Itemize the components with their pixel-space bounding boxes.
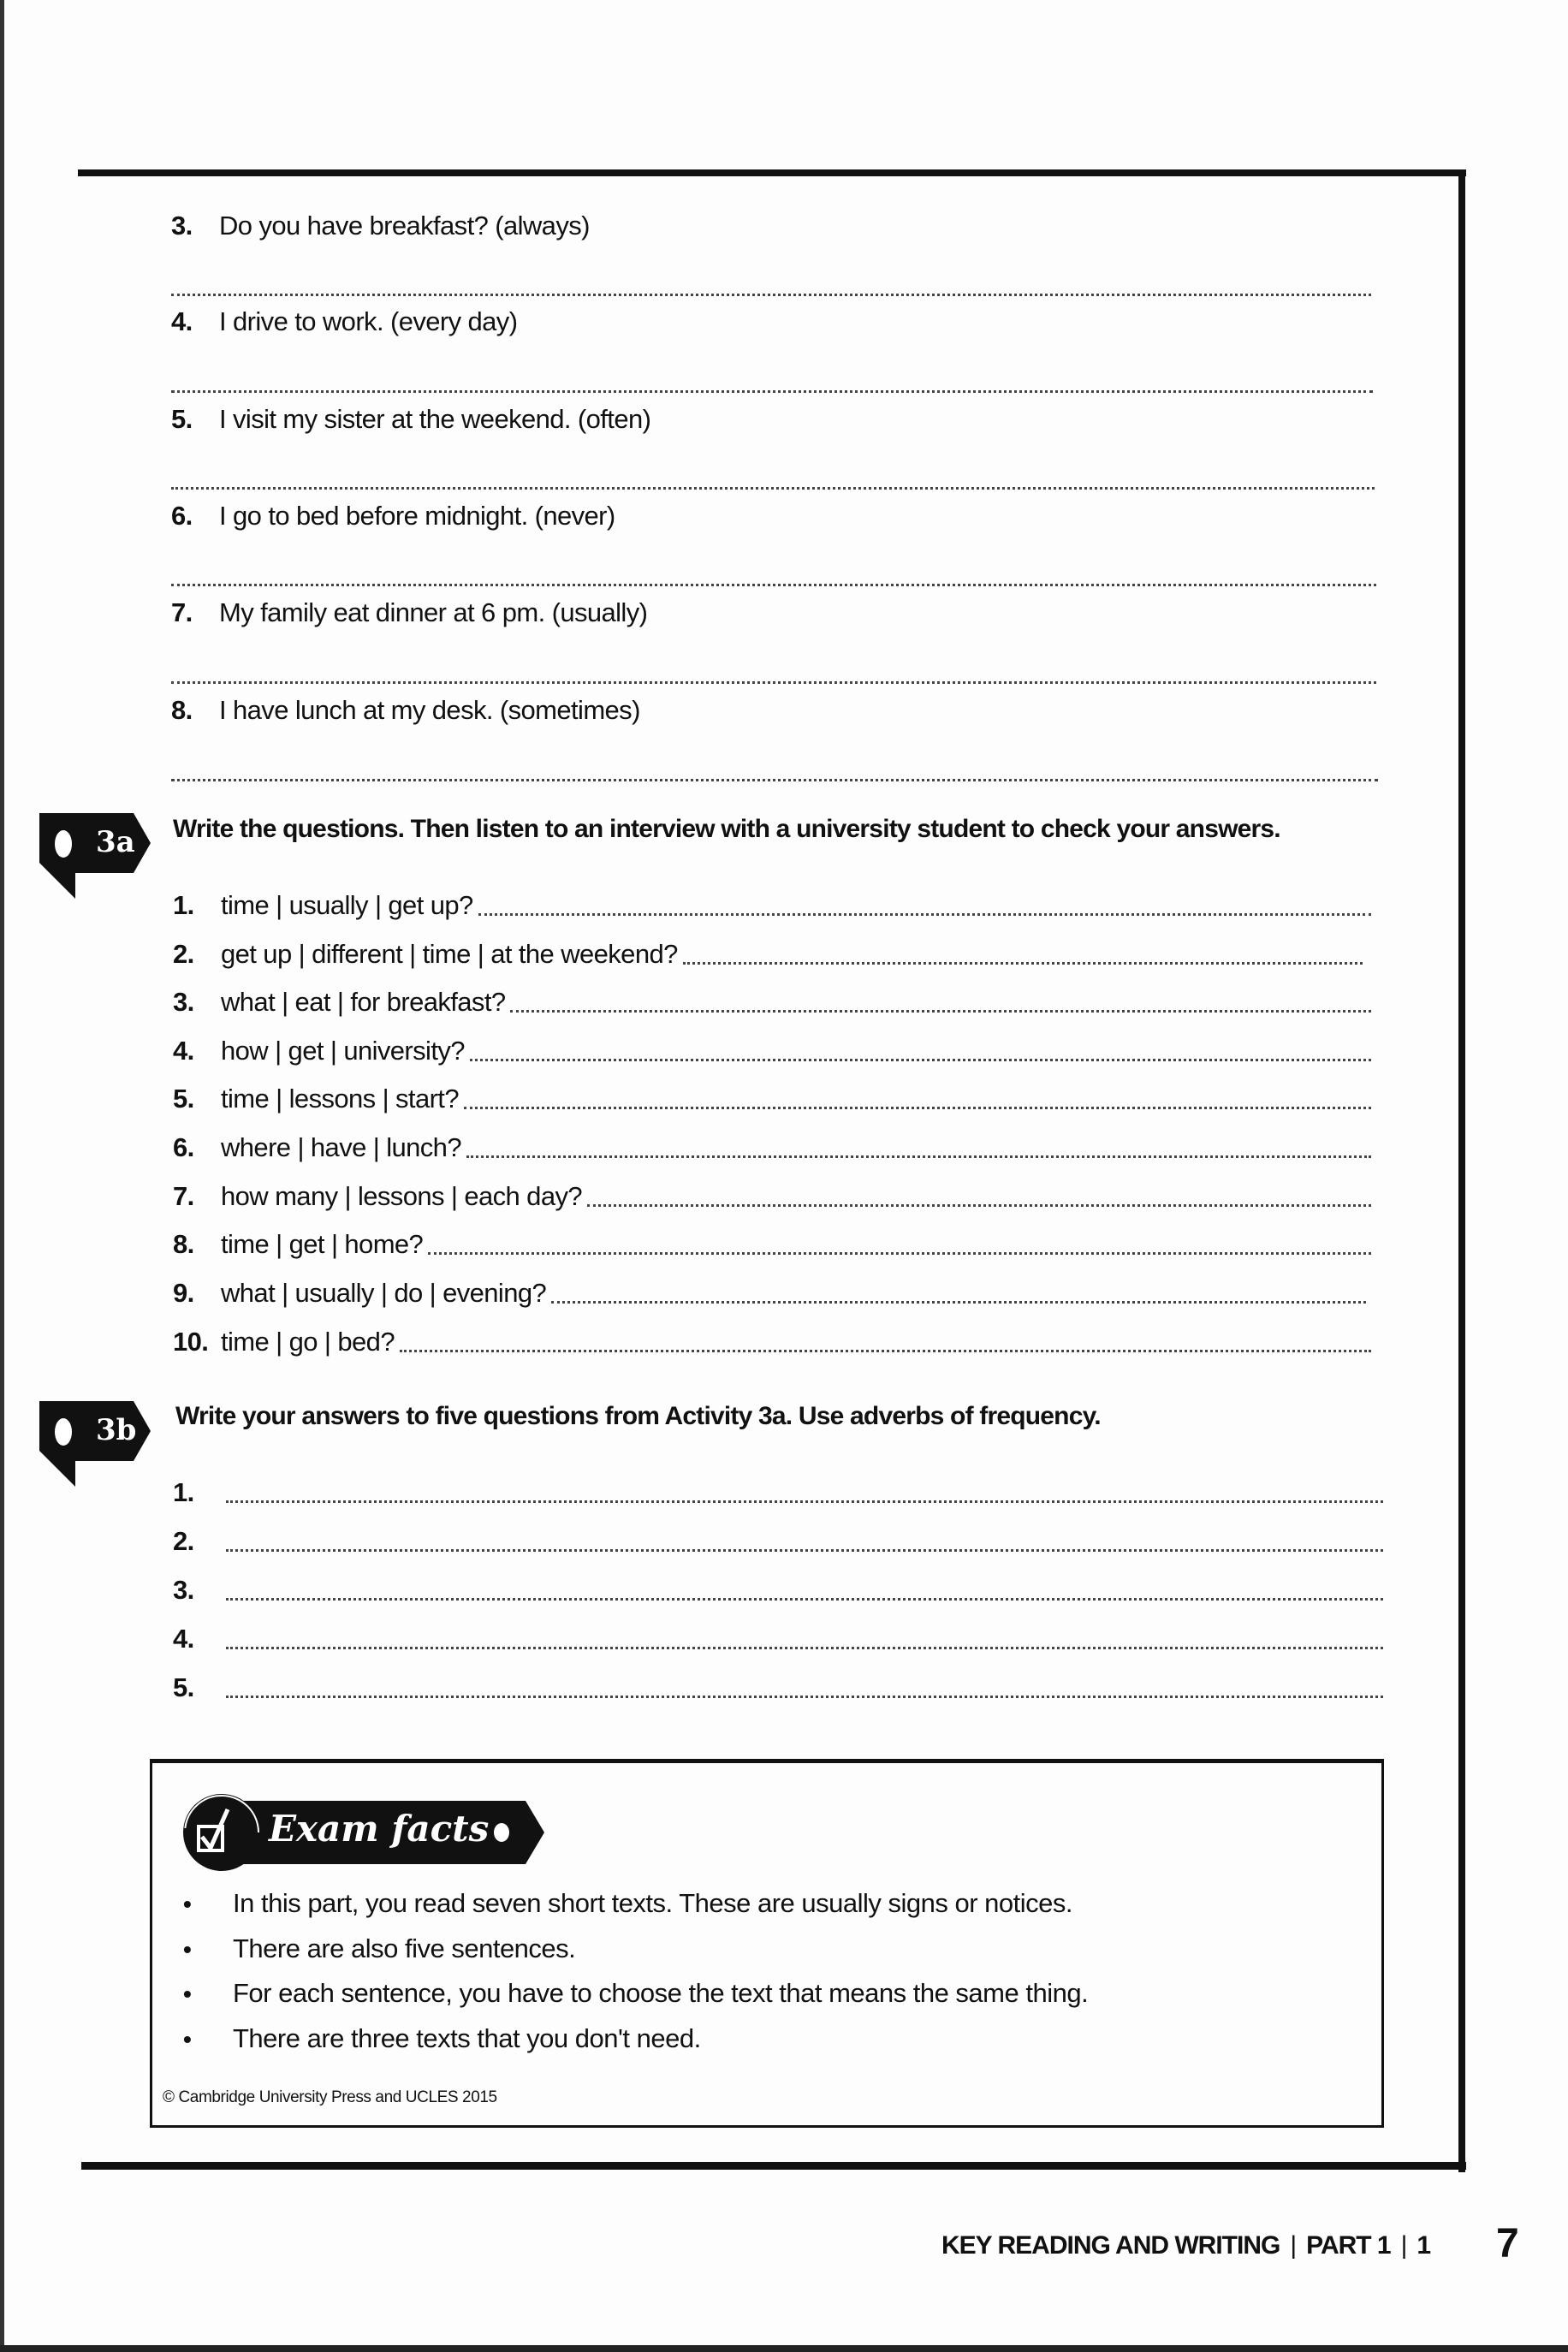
answer-line[interactable]	[683, 962, 1363, 965]
list-item: 9. what | usually | do | evening?	[173, 1278, 1366, 1309]
list-item: 1.	[173, 1477, 1383, 1508]
answer-line[interactable]	[171, 584, 1376, 586]
answer-line[interactable]	[428, 1252, 1371, 1255]
list-item: 5. time | lessons | start?	[173, 1084, 1371, 1114]
list-item: 4.	[173, 1624, 1383, 1654]
page-edge-bottom	[0, 2345, 1568, 2352]
list-item: 1. time | usually | get up?	[173, 890, 1371, 921]
answer-line[interactable]	[171, 779, 1378, 781]
list-item: 6. I go to bed before midnight. (never)	[171, 501, 615, 531]
answer-line[interactable]	[478, 913, 1371, 916]
activity-3b-instruction: Write your answers to five questions from Activity 3a. Use adverbs of frequency.	[175, 1402, 1101, 1430]
list-item: 7. how many | lessons | each day?	[173, 1181, 1371, 1212]
answer-line[interactable]	[587, 1204, 1371, 1207]
answer-line[interactable]	[171, 390, 1373, 393]
list-item: 3. what | eat | for breakfast?	[173, 987, 1371, 1018]
list-item: 8. I have lunch at my desk. (sometimes)	[171, 695, 640, 725]
answer-line[interactable]	[171, 681, 1376, 684]
bullet-item: • There are also five sentences.	[183, 1933, 576, 1963]
copyright-notice: © Cambridge University Press and UCLES 2015	[163, 2088, 497, 2106]
bullet-item: • There are three texts that you don't need.	[183, 2023, 701, 2053]
answer-line[interactable]	[226, 1598, 1383, 1601]
answer-line[interactable]	[226, 1647, 1383, 1649]
list-item: 2.	[173, 1526, 1383, 1557]
frame-top-rule	[78, 169, 1466, 176]
answer-line[interactable]	[510, 1010, 1371, 1013]
list-item: 6. where | have | lunch?	[173, 1132, 1371, 1163]
list-item: 8. time | get | home?	[173, 1229, 1371, 1260]
list-item: 4. I drive to work. (every day)	[171, 306, 518, 336]
list-item: 5. I visit my sister at the weekend. (often)	[171, 404, 651, 434]
frame-right-rule	[1458, 169, 1465, 2172]
answer-line[interactable]	[470, 1059, 1371, 1061]
answer-line[interactable]	[226, 1549, 1383, 1552]
list-item: 5.	[173, 1672, 1383, 1703]
divider: |	[1400, 2231, 1407, 2260]
list-item: 4. how | get | university?	[173, 1036, 1371, 1066]
answer-line[interactable]	[171, 294, 1371, 296]
answer-line[interactable]	[466, 1155, 1371, 1158]
exam-facts-banner: Exam facts	[183, 1794, 560, 1871]
answer-line[interactable]	[464, 1107, 1371, 1109]
list-item: 2. get up | different | time | at the weekend?	[173, 939, 1363, 970]
divider: |	[1290, 2231, 1297, 2260]
answer-line[interactable]	[551, 1301, 1366, 1304]
activity-badge-3b: 3b	[39, 1401, 151, 1487]
list-item: 7. My family eat dinner at 6 pm. (usually)	[171, 597, 648, 627]
activity-3a-instruction: Write the questions. Then listen to an interview with a university student to check your answers.	[173, 815, 1280, 843]
answer-line[interactable]	[226, 1500, 1383, 1503]
exam-facts-box	[150, 1759, 1384, 2128]
answer-line[interactable]	[171, 487, 1375, 490]
page-edge	[0, 0, 4, 2352]
running-footer: KEY READING AND WRITING | PART 1 | 1	[941, 2231, 1431, 2260]
answer-line[interactable]	[400, 1350, 1371, 1352]
list-item: 10. time | go | bed?	[173, 1327, 1371, 1357]
bullet-item: • In this part, you read seven short texts. These are usually signs or notices.	[183, 1888, 1073, 1918]
answer-line[interactable]	[226, 1696, 1383, 1698]
bullet-item: • For each sentence, you have to choose the text that means the same thing.	[183, 1978, 1089, 2008]
list-item: 3.	[173, 1575, 1383, 1606]
page-number: 7	[1496, 2221, 1519, 2266]
frame-bottom-rule	[81, 2162, 1466, 2170]
activity-badge-3a: 3a	[39, 813, 151, 899]
list-item: 3. Do you have breakfast? (always)	[171, 211, 590, 241]
